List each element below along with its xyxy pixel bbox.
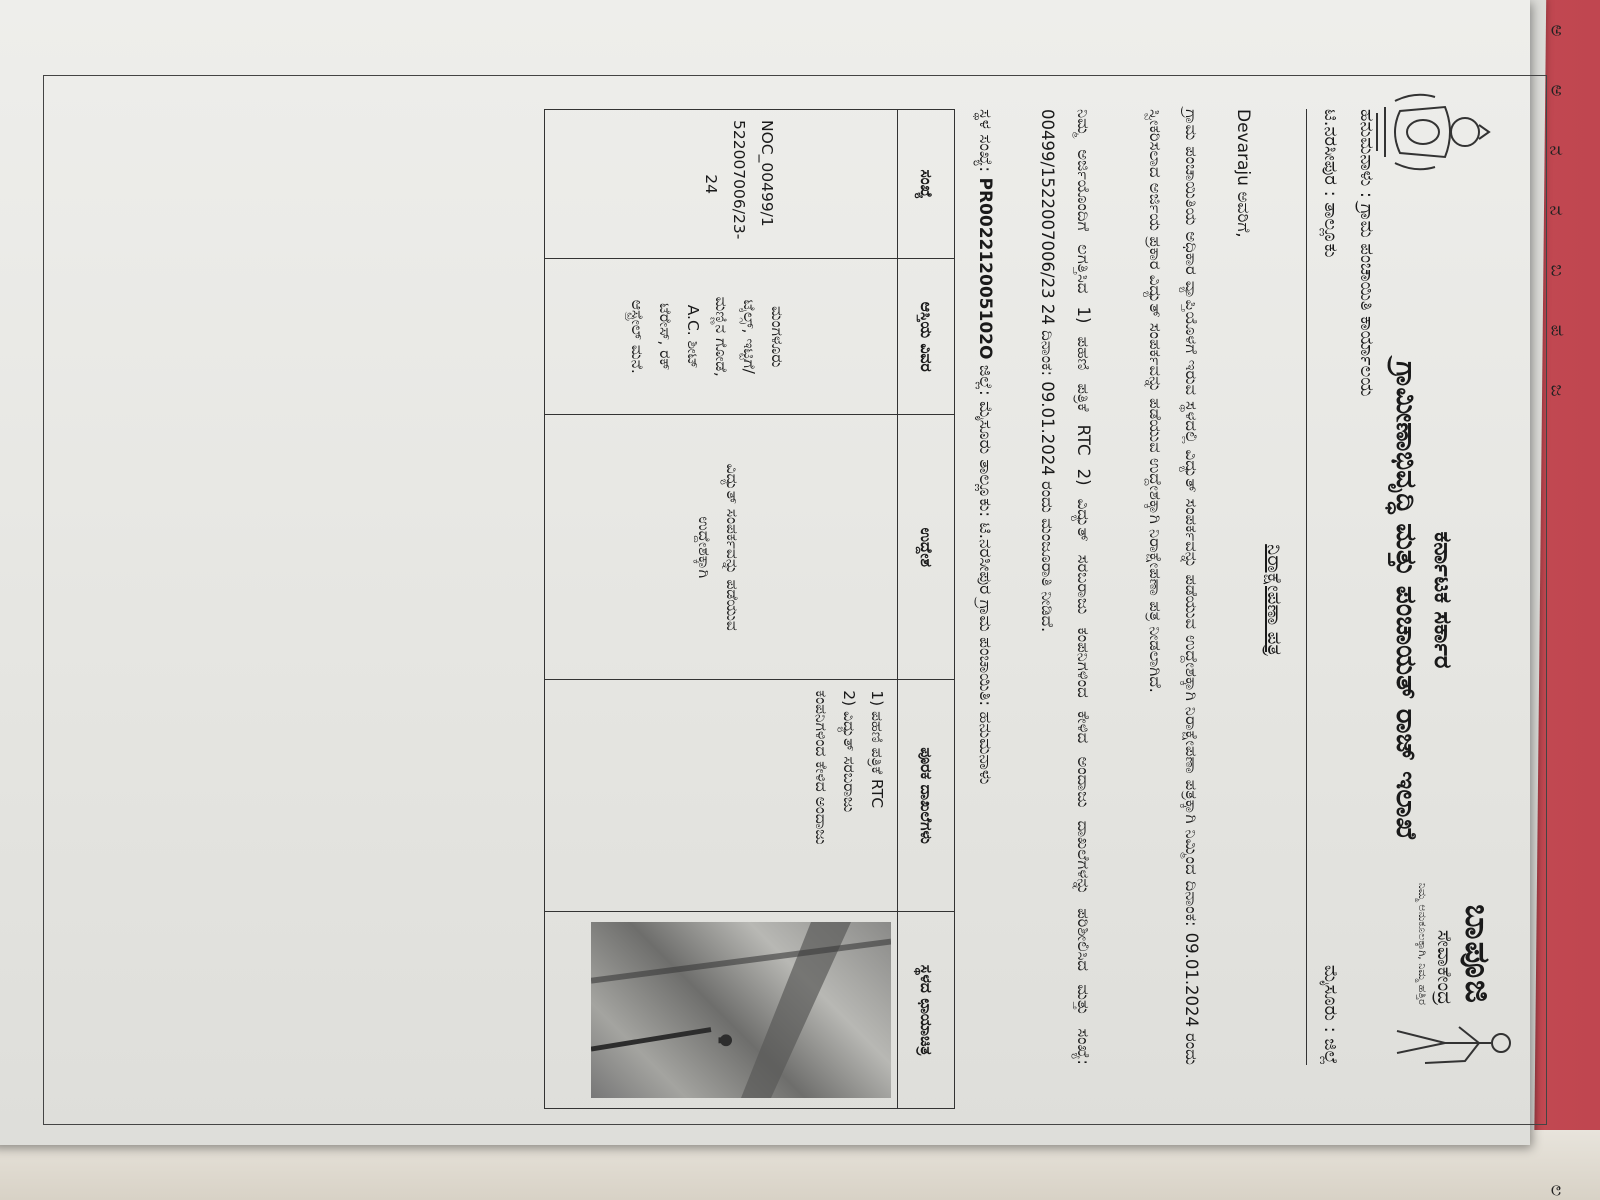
cell-text: 24 (702, 174, 720, 194)
taluk-line: ಟಿ.ನರಸೀಪುರ : ತಾಲ್ಲೂಕು (1320, 109, 1341, 258)
cell-text: 2) ವಿದ್ಯುತ್ ಸರಬರಾಜು (840, 690, 858, 813)
cell-text: ಮಣ್ಣಿನ ಗೋಡೆ, (712, 296, 730, 377)
purpose-cell (545, 415, 898, 680)
cell-text: ಆಸ್ಟ್ರೇಲ್ ಮನೆ. (628, 299, 646, 374)
table-header-cell: ಪೂರಕ ದಾಖಲೆಗಳು (898, 680, 955, 912)
salutation: Devaraju ಅವರಿಗೆ, (1233, 109, 1253, 238)
table-header-cell: ಉದ್ದೇಶ (898, 415, 955, 680)
body-paragraph: ಗ್ರಾಮ ಪಂಚಾಯಿತಿಯ ಅಧಿಕಾರ ವ್ಯಾಪ್ತಿಯೊಳಗೆ ಇರುವ ಸ್ಥಳದಲ್ಲಿ ವಿದ್ಯುತ್ ಸಂಪರ್ಕವನ್ನು ಪಡೆಯುವ ಉದ್ದೇಶಕ್ಕಾಗಿ ನಿರಾಕ್ಷೇಪಣಾ ಪತ್ರಕ್ಕಾಗಿ ನಿಮ್ಮಿಂದ ದಿನಾಂಕ: 09.01.2024 ರಂದು ಸ್ವೀಕರಿಸಲಾದ ಅರ್ಜಿಯ ಪ್ರಕಾರ ವಿದ್ಯುತ್ ಸಂಪರ್ಕವನ್ನು ಪಡೆಯುವ ಉದ್ದೇಶಕ್ಕಾಗಿ ನಿರಾಕ್ಷೇಪಣಾ ಪತ್ರ ನೀಡಲಾಗಿದೆ. (1146, 109, 1201, 1065)
body-paragraph: ನಿಮ್ಮ ಅರ್ಜಿಯೊಂದಿಗೆ ಲಗತ್ತಿಸಿದ 1) ಪಹಣಿ ಪತ್ರಿಕೆ RTC 2) ವಿದ್ಯುತ್ ಸರಬರಾಜು ಕಂಪನಿಗಳಿಂದ ಕೇಳಿದ ಅಂದಾಜು ದಾಖಲೆಗಳನ್ನು ಪರಿಶೀಲಿಸಿದ ಮತ್ತು ಸಂಖ್ಯೆ: 00499/1522007006/23 24 ದಿನಾಂಕ: 09.01.2024 ರಂದು ಮಂಜೂರಾತಿ ನೀಡಿದೆ. (1038, 109, 1093, 1065)
photo-cell (545, 912, 898, 1109)
campaign-logo-title: ಬಾಪೂಜಿ (1457, 904, 1497, 1005)
cell-text: ವಿದ್ಯುತ್ ಸಂಪರ್ಕವನ್ನು ಪಡೆಯುವ (723, 463, 741, 631)
campaign-logo-tagline: ನಿಮ್ಮ ಅನುಕೂಲಕ್ಕಾಗಿ, ನಿಮ್ಮ ಹತ್ತಿರ (1416, 882, 1429, 1005)
table-header-cell: ಸಂಖ್ಯೆ (898, 110, 955, 259)
edge-glyph: ಪ (1546, 324, 1568, 337)
property-cell (545, 259, 898, 415)
header-divider (1306, 109, 1307, 1065)
cell-text: A.C. ಶೀಟ್ (684, 304, 702, 369)
cell-text: ಮಂಗಳೂರು (768, 306, 786, 368)
cell-text: NOC_00499/1 (758, 120, 776, 227)
number-cell (545, 110, 898, 259)
edge-glyph: ಅ (1546, 84, 1568, 97)
government-title: ಕರ್ನಾಟಕ ಸರ್ಕಾರ (1429, 531, 1457, 669)
edge-glyph: ಅ (1546, 24, 1568, 37)
site-photo-image-icon (591, 922, 891, 1098)
cell-text: ಟೈಲ್ಸ್, ಇಟ್ಟಿಗೆ/ (740, 299, 758, 374)
reference-suffix: ಜಿಲ್ಲೆ: ಮೈಸೂರು ತಾಲ್ಲೂಕು: ಟಿ.ನರಸೀಪುರ ಗ್ರಾಮ ಪಂಚಾಯಿತಿ: ಹನುಮನಾಳು (975, 364, 995, 785)
site-photo (591, 922, 891, 1098)
table-header-cell: ಆಸ್ತಿಯ ವಿವರ (898, 259, 955, 415)
edge-glyph: ನ (1545, 145, 1567, 156)
cell-text: ಕಂಪನಿಗಳಿಂದ ಕೇಳಿದ ಅಂದಾಜು (812, 690, 830, 845)
cell-text: ಉದ್ದೇಶಕ್ಕಾಗಿ (695, 516, 713, 579)
office-line: ಹನುಮನಾಳು : ಗ್ರಾಮ ಪಂಚಾಯಿತಿ ಕಾರ್ಯಾಲಯ (1356, 109, 1377, 397)
district-line: ಮೈಸೂರು : ಜಿಲ್ಲೆ (1320, 964, 1341, 1065)
table-header-cell: ಸ್ಥಳದ ಛಾಯಾಚಿತ್ರ (898, 912, 955, 1109)
reference-prefix: ಸ್ಥಳ ಸಂಖ್ಯೆ: (975, 109, 995, 173)
details-table (544, 109, 955, 1109)
edge-glyph: ಜ (1546, 384, 1568, 397)
document-heading: ನಿರಾಕ್ಷೇಪಣಾ ಪತ್ರ (1263, 544, 1287, 656)
department-title: ಗ್ರಾಮೀಣಾಭಿವೃದ್ಧಿ ಮತ್ತು ಪಂಚಾಯತ್ ರಾಜ್ ಇಲಾಖೆ (1390, 361, 1423, 839)
table-row (545, 110, 898, 1109)
cell-text: ಟೆರೇಸ್, ರಕ್ (656, 303, 674, 371)
edge-glyph: ಲ (1546, 1184, 1568, 1197)
cell-text: 522007006/23- (730, 120, 748, 240)
campaign-logo-subtitle: ಸೇವಾಕೇಂದ್ರ (1433, 929, 1457, 1005)
edge-glyph: ನ (1545, 205, 1567, 216)
documents-cell (545, 680, 898, 912)
edge-glyph: ಬ (1546, 264, 1568, 277)
cell-text: 1) ಪಹಣಿ ಪತ್ರಿಕೆ RTC (868, 690, 886, 809)
reference-number: PR002212005102O (975, 177, 995, 360)
noc-document (15, 45, 1585, 1155)
reference-line (975, 109, 995, 784)
table-header-row (898, 110, 955, 1109)
